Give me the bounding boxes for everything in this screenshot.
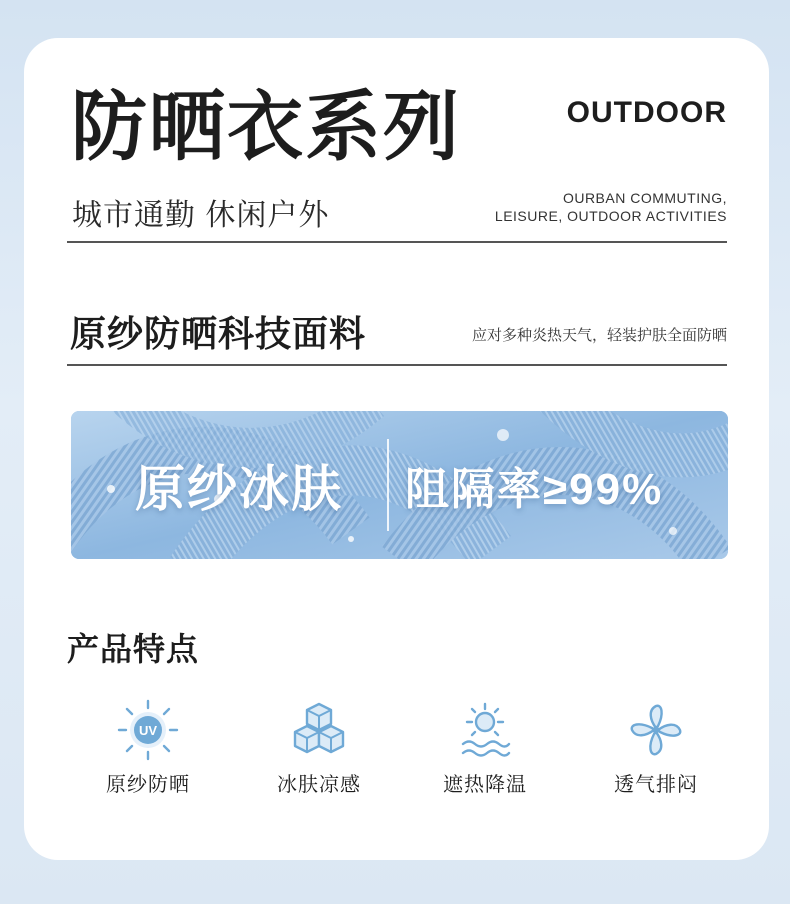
- features-title: 产品特点: [67, 631, 200, 667]
- ice-cubes-icon: [287, 698, 351, 762]
- subtitle-cn: 城市通勤 休闲户外: [72, 199, 330, 232]
- fabric-section-note: 应对多种炎热天气，轻装护肤全面防晒: [471, 327, 727, 344]
- fabric-section-title: 原纱防晒科技面料: [70, 313, 367, 354]
- feature-label: 原纱防晒: [106, 774, 190, 796]
- fabric-banner: [71, 411, 728, 559]
- feature-item: [254, 698, 384, 797]
- feature-item: [420, 698, 550, 797]
- subtitle-en-line1: OURBAN COMMUTING,: [562, 190, 727, 206]
- feature-label: 冰肤凉感: [277, 774, 361, 796]
- feature-item: [83, 698, 213, 797]
- feature-label: 遮热降温: [443, 774, 527, 796]
- subtitle-en: [495, 189, 727, 225]
- uv-icon-text: UV: [138, 723, 158, 738]
- feature-label: 透气排闷: [614, 774, 698, 796]
- outdoor-tag: OUTDOOR: [566, 96, 727, 129]
- subtitle-en-line2: LEISURE, OUTDOOR ACTIVITIES: [494, 208, 727, 224]
- product-card: [24, 38, 769, 860]
- uv-sun-icon: [116, 698, 180, 762]
- page-title: 防晒衣系列: [71, 85, 461, 170]
- sun-waves-icon: [453, 698, 517, 762]
- banner-text-right: 阻隔率≥99%: [405, 465, 664, 514]
- divider: [67, 364, 727, 366]
- divider: [67, 241, 727, 243]
- feature-item: [591, 698, 721, 797]
- fan-icon: [624, 698, 688, 762]
- banner-text-left: 原纱冰肤: [135, 461, 343, 517]
- banner-divider: [387, 439, 389, 531]
